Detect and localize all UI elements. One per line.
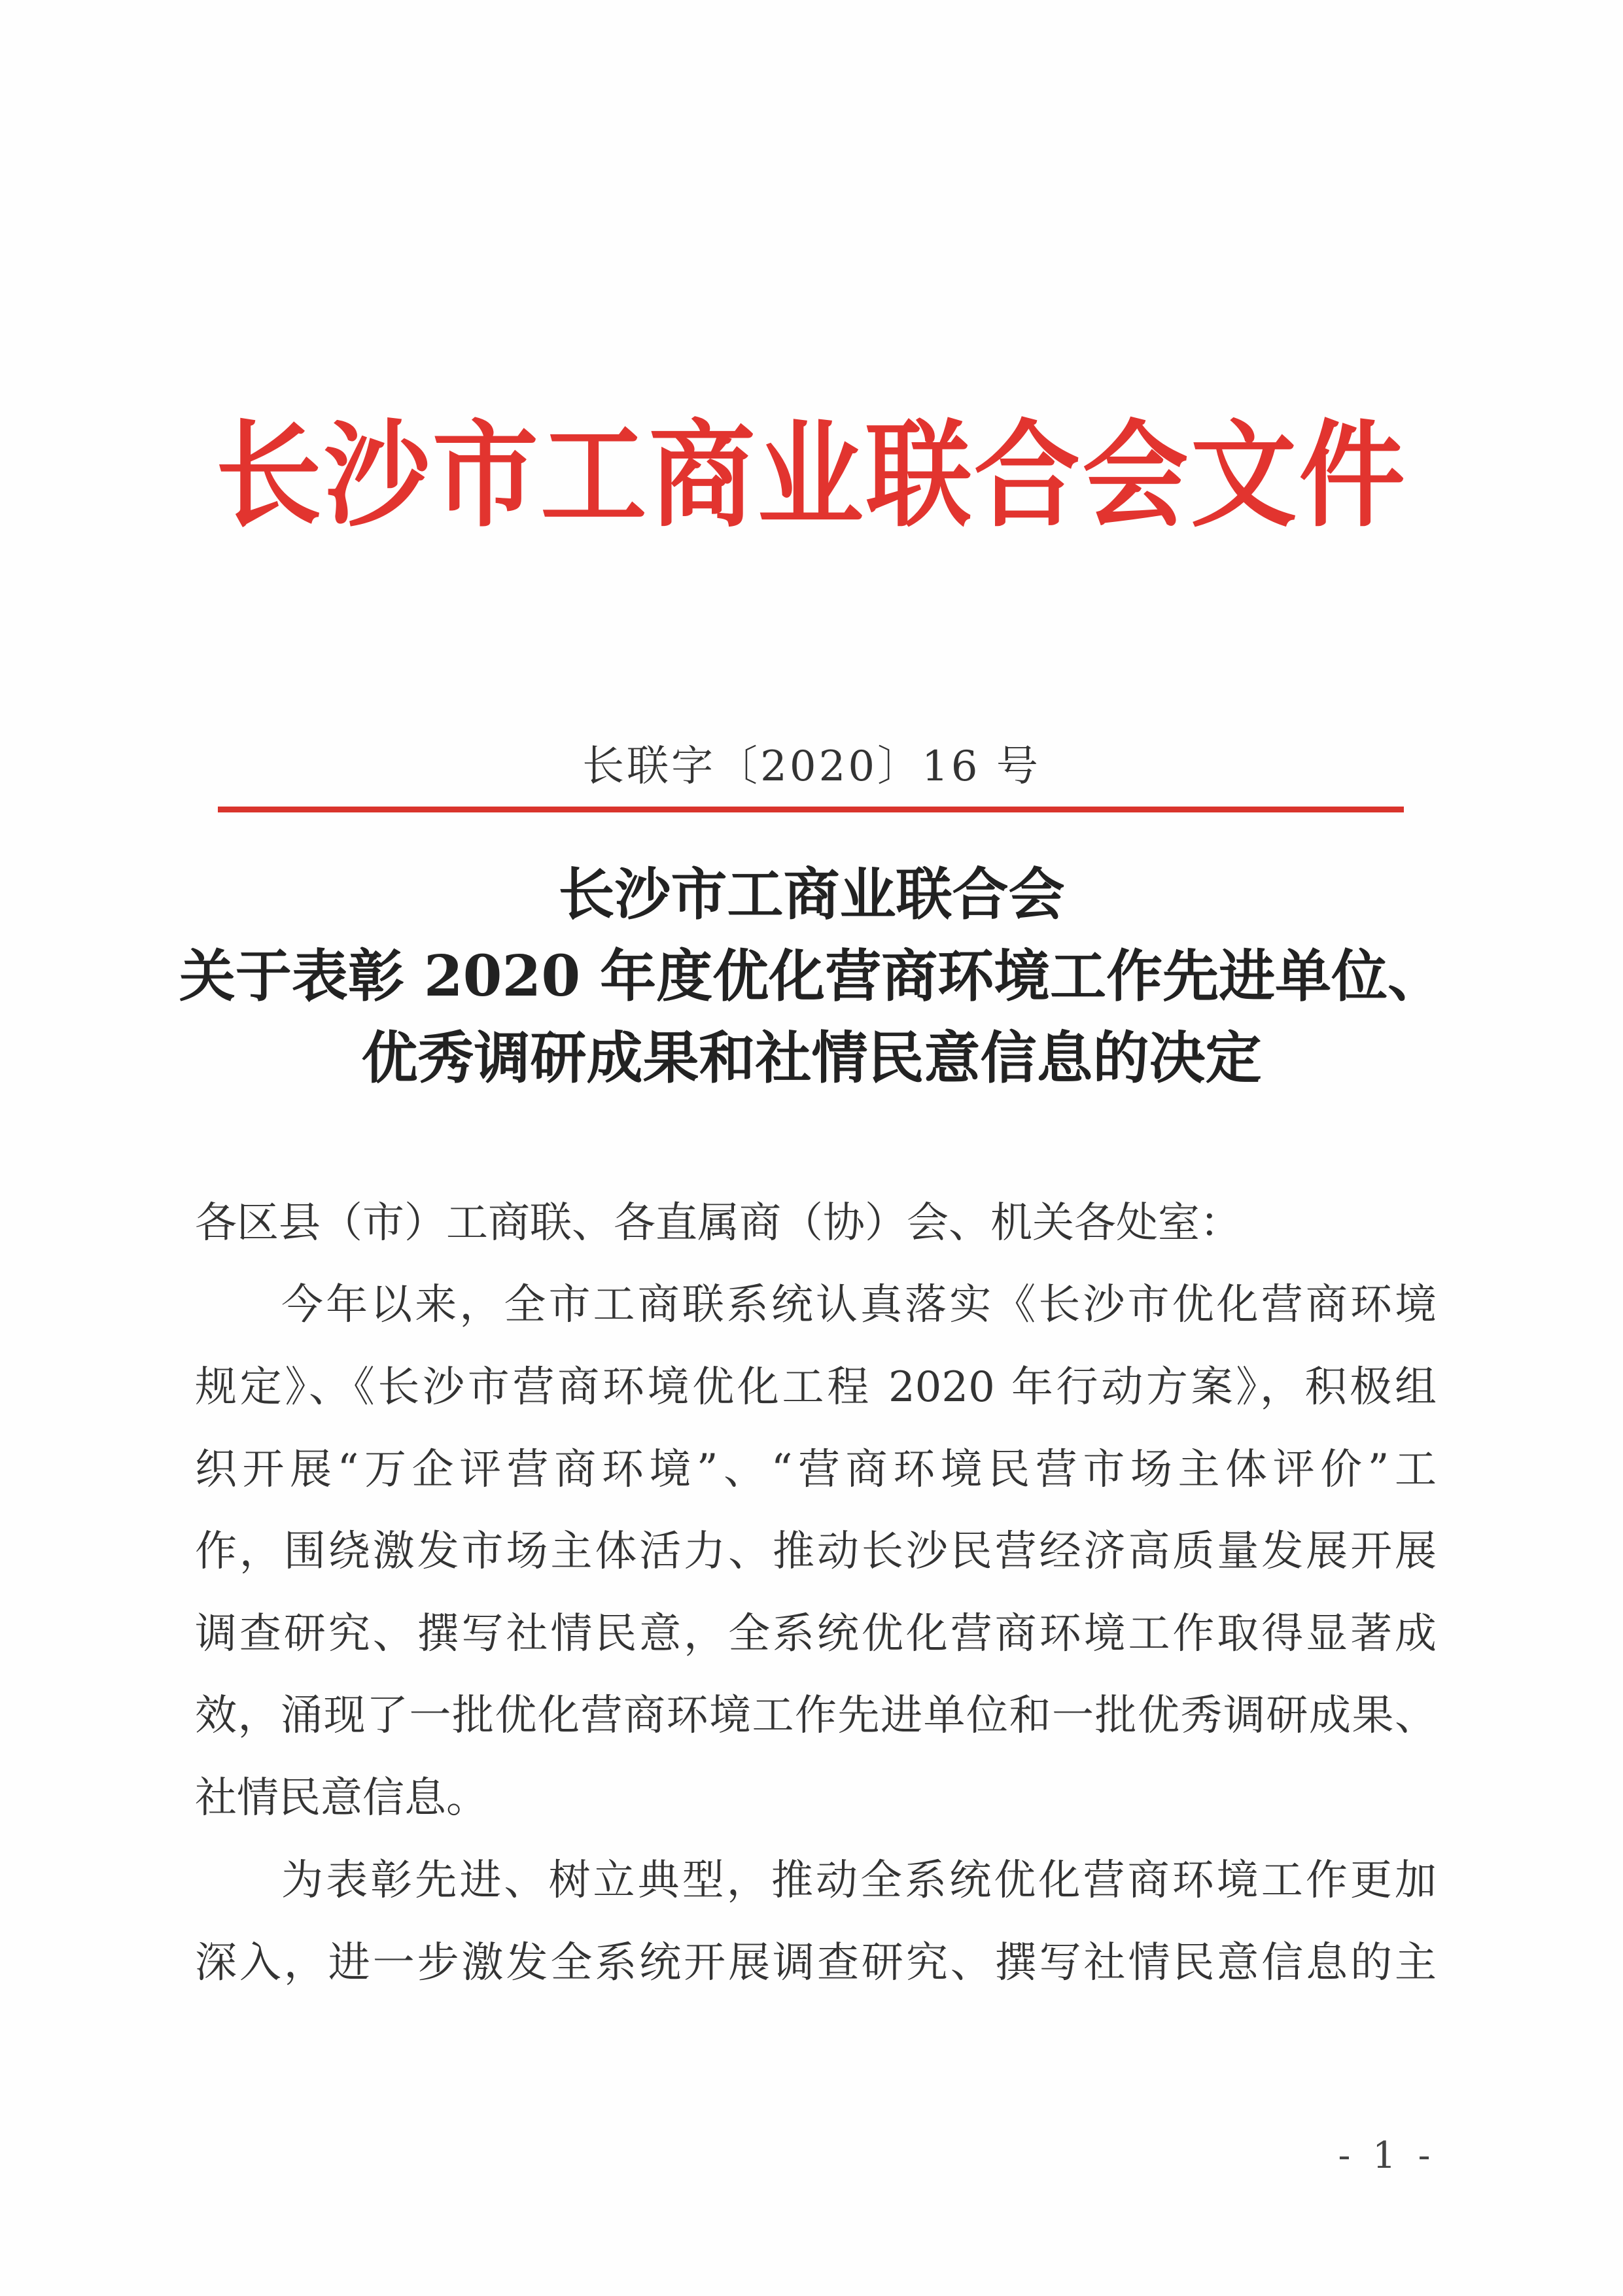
body-line: 作，围绕激发市场主体活力、推动长沙民营经济高质量发展开展	[195, 1527, 1437, 1576]
title-line-3: 优秀调研成果和社情民意信息的决定	[361, 1025, 1262, 1091]
title-line-2: 关于表彰 2020 年度优化营商环境工作先进单位、	[179, 943, 1444, 1009]
page-number: - 1 -	[1338, 2134, 1436, 2177]
body-line: 调查研究、撰写社情民意，全系统优化营商环境工作取得显著成	[195, 1610, 1437, 1658]
body-line: 为表彰先进、树立典型，推动全系统优化营商环境工作更加	[281, 1856, 1437, 1905]
red-divider-line	[218, 807, 1404, 812]
body-line: 深入，进一步激发全系统开展调查研究、撰写社情民意信息的主	[195, 1939, 1437, 1987]
body-line: 社情民意信息。	[195, 1774, 488, 1822]
salutation: 各区县（市）工商联、各直属商（协）会、机关各处室：	[195, 1199, 1242, 1247]
document-number: 长联字〔2020〕16 号	[582, 742, 1041, 791]
body-line: 今年以来，全市工商联系统认真落实《长沙市优化营商环境	[281, 1281, 1437, 1329]
body-line: 织开展“万企评营商环境”、“营商环境民营市场主体评价”工	[195, 1446, 1437, 1494]
body-line: 规定》、《长沙市营商环境优化工程 2020 年行动方案》，积极组	[195, 1363, 1437, 1412]
body-line: 效，涌现了一批优化营商环境工作先进单位和一批优秀调研成果、	[195, 1692, 1437, 1740]
title-line-1: 长沙市工商业联合会	[558, 861, 1065, 928]
masthead-title: 长沙市工商业联合会文件	[215, 409, 1408, 543]
